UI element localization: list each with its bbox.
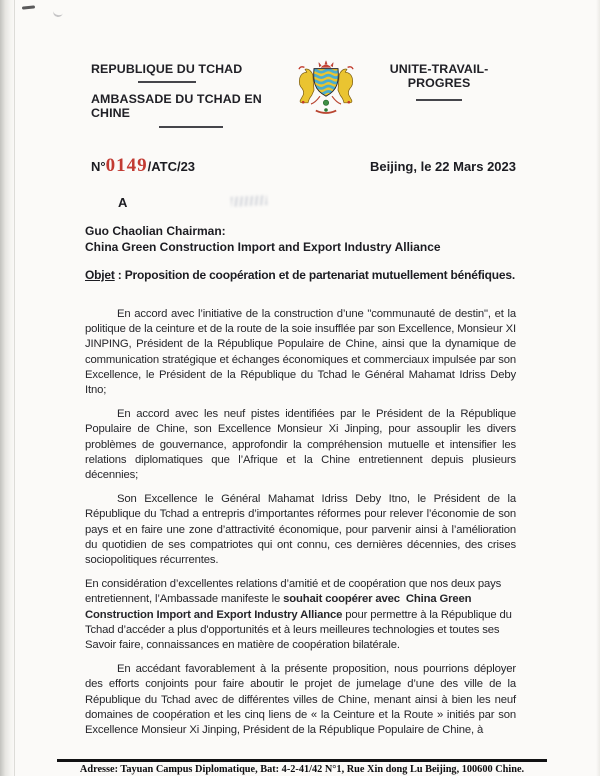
reference-row	[85, 155, 516, 177]
republic-title: REPUBLIQUE DU TCHAD	[91, 62, 243, 76]
letterhead-right	[362, 62, 516, 104]
reference-number	[91, 155, 195, 177]
footer-address: Adresse: Tayuan Campus Diplomatique, Bat: 4-2-41/42 N°1, Rue Xin dong Lu Beijing, 100600 Chine.	[79, 764, 525, 775]
recipient-organization: China Green Construction Import and Export Industry Alliance	[85, 239, 441, 254]
subject-text: Proposition de coopération et de partenariat mutuellement bénéfiques.	[124, 268, 516, 282]
letter-content	[85, 0, 516, 747]
footer-rule	[57, 759, 547, 762]
scan-pen-mark	[22, 5, 35, 9]
dateline: Beijing, le 22 Mars 2023	[370, 159, 516, 174]
embassy-title: AMBASSADE DU TCHAD EN CHINE	[91, 92, 262, 120]
subject-line	[85, 267, 516, 283]
scan-left-edge	[0, 0, 15, 776]
paragraph-4-text: En considération d’excellentes relations d’amitié et de coopération que nos deux pays entretiennent, l’Ambassade manifeste le	[85, 578, 502, 606]
paragraph-1: En accord avec l’initiative de la construction d’une "communauté de destin", et la politique de la ceinture et de la route de la soie insufflée par son Excellence, Monsieur XI JINPING, Président de la République Populaire de Chine, ainsi que la dynamique de communication stratégique et échanges économiques et commerciaux impulsée par son Excellence, le Président de la République du Tchad le Général Mahamat Idriss Deby Itno;	[85, 308, 516, 397]
subject-label: Objet	[85, 268, 115, 282]
footer	[57, 759, 547, 775]
scan-right-edge	[596, 0, 600, 776]
divider	[138, 81, 196, 83]
paragraph-4-bold-text: souhait coopérer avec China Green Construction Import and Export Industry Alliance	[85, 593, 475, 621]
paragraph-4-text-end: pour permettre à la République du Tchad d’accéder a plus d'opportunités et à leurs meilleures technologies et toutes ses Savoir faire, connaissances en matière de coopération bilatérale.	[85, 608, 512, 652]
addressee-block	[85, 224, 516, 255]
letterhead	[85, 62, 516, 131]
recipient-name: Guo Chaolian Chairman:	[85, 224, 226, 238]
subject-separator: :	[114, 268, 125, 282]
motto: UNITE-TRAVAIL- PROGRES	[389, 62, 489, 90]
paragraph-4	[85, 577, 516, 653]
divider	[416, 99, 462, 101]
reference-serial: 0149	[105, 155, 148, 176]
paragraph-3: Son Excellence le Général Mahamat Idriss Deby Itno, le Président de la République du Tchad a entrepris d’importantes réformes pour relever l’économie de son pays et en faire une zone d’attractivité économique, pour parvenir ainsi à l’amélioration du quotidien de ses compatriotes qui ont connu, ces dernières décennies, des crises sociopolitiques récurrentes.	[85, 493, 516, 567]
paragraph-5: En accédant favorablement à la présente proposition, nous pourrions déployer des efforts conjoints pour faire aboutir le projet de jumelage d’une des ville de la République du Tchad avec de différentes villes de Chine, menant ainsi à bien les neuf domaines de coopération et les cinq liens de « la Ceinture et la Route » initiés par son Excellence Monsieur Xi Jinping, Président de la République Populaire de Chine, à	[85, 663, 516, 737]
reference-prefix: N°	[91, 159, 106, 174]
scan-pencil-mark	[52, 7, 64, 18]
divider	[159, 126, 223, 128]
paragraph-2: En accord avec les neuf pistes identifiées par le Président de la République Populaire de Chine, son Excellence Monsieur Xi Jinping, pour assouplir les divers problèmes de gouvernance, approfondir la compréhension mutuelle et intensifier les relations diplomatiques que l’Afrique et la Chine entretiennent depuis plusieurs décennies;	[85, 408, 516, 482]
chad-coat-of-arms-icon	[290, 59, 362, 119]
salutation: A	[118, 195, 128, 210]
reference-suffix: /ATC/23	[147, 159, 196, 174]
letterhead-left	[91, 62, 290, 131]
